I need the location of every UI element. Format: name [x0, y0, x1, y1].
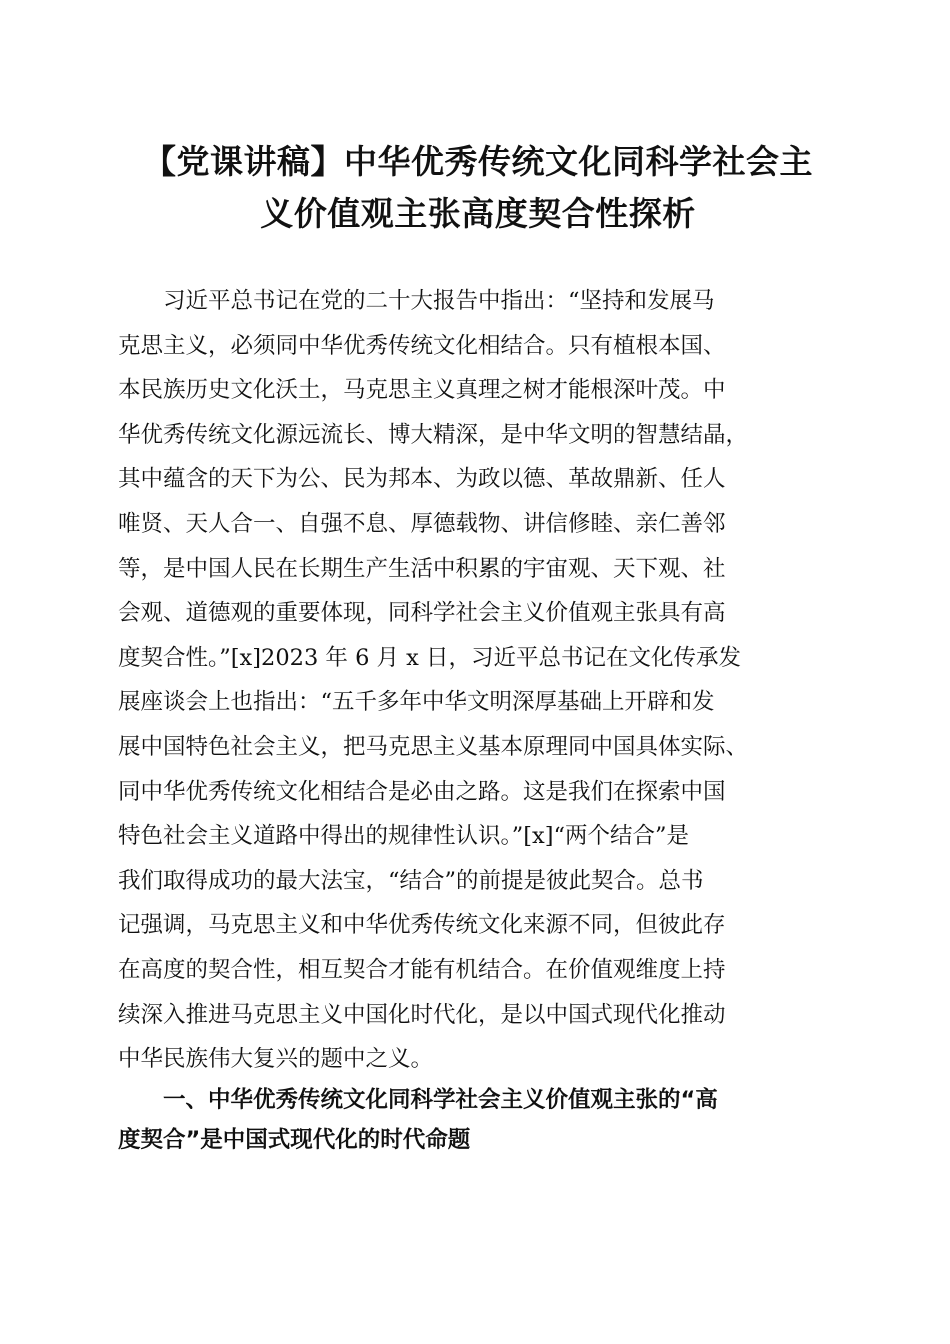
body-line: 记强调，马克思主义和中华优秀传统文化来源不同，但彼此存 — [118, 912, 726, 939]
body-line: 同中华优秀传统文化相结合是必由之路。这是我们在探索中国 — [118, 778, 726, 805]
body-line: 展中国特色社会主义，把马克思主义基本原理同中国具体实际、 — [118, 733, 749, 760]
heading-line: 一、中华优秀传统文化同科学社会主义价值观主张的“高 — [118, 1087, 718, 1113]
body-line: 唯贤、天人合一、自强不息、厚德载物、讲信修睦、亲仁善邻 — [118, 510, 726, 537]
document-title — [118, 136, 838, 240]
heading-line: 度契合”是中国式现代化的时代命题 — [118, 1127, 471, 1153]
body-line: 习近平总书记在党的二十大报告中指出：“坚持和发展马 — [118, 288, 715, 314]
body-line: 我们取得成功的最大法宝，“结合”的前提是彼此契合。总书 — [118, 867, 704, 894]
title-line: 义价值观主张高度契合性探析 — [260, 194, 696, 233]
body-line: 特色社会主义道路中得出的规律性认识。”[x]“两个结合”是 — [118, 823, 690, 850]
body-line: 华优秀传统文化源远流长、博大精深，是中华文明的智慧结晶， — [118, 421, 749, 448]
body-line: 本民族历史文化沃土，马克思主义真理之树才能根深叶茂。中 — [118, 377, 726, 404]
body-line: 续深入推进马克思主义中国化时代化，是以中国式现代化推动 — [118, 1001, 726, 1028]
title-line: 【党课讲稿】中华优秀传统文化同科学社会主 — [143, 142, 813, 181]
section-heading — [118, 1080, 830, 1160]
body-line: 在高度的契合性，相互契合才能有机结合。在价值观维度上持 — [118, 956, 726, 983]
body-line: 克思主义，必须同中华优秀传统文化相结合。只有植根本国、 — [118, 332, 726, 359]
body-line: 中华民族伟大复兴的题中之义。 — [118, 1046, 434, 1073]
body-line: 度契合性。”[x]2023 年 6 月 x 日，习近平总书记在文化传承发 — [118, 644, 742, 671]
body-line: 展座谈会上也指出：“五千多年中华文明深厚基础上开辟和发 — [118, 689, 715, 716]
body-paragraph — [118, 279, 830, 1082]
body-line: 其中蕴含的天下为公、民为邦本、为政以德、革故鼎新、任人 — [118, 466, 726, 493]
body-line: 等，是中国人民在长期生产生活中积累的宇宙观、天下观、社 — [118, 555, 726, 582]
body-line: 会观、道德观的重要体现，同科学社会主义价值观主张具有高 — [118, 600, 726, 627]
